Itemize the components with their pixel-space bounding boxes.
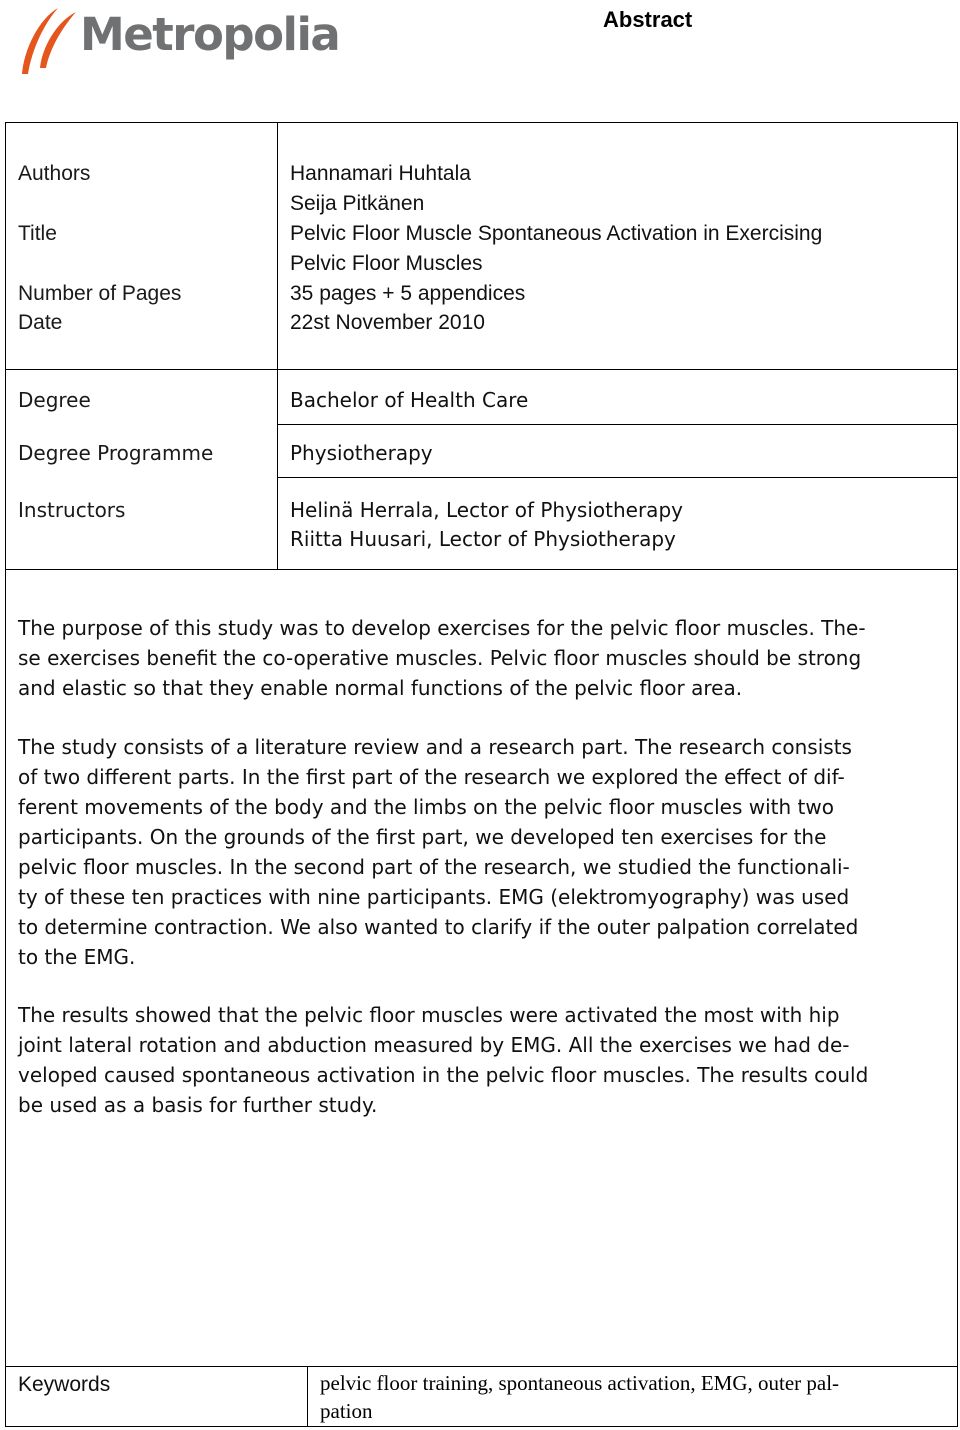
text-line: and elastic so that they enable normal functions of the pelvic floor area.: [18, 676, 743, 700]
text-line: be used as a basis for further study.: [18, 1093, 378, 1117]
thesis-title: Pelvic Floor Muscles: [290, 252, 483, 275]
programme-value: Physiotherapy: [290, 441, 433, 465]
section-divider: [5, 569, 958, 570]
keywords-column-divider: [307, 1366, 308, 1427]
date-value: 22st November 2010: [290, 311, 485, 334]
page-title: Abstract: [603, 7, 693, 32]
text-line: ty of these ten practices with nine participants. EMG (elektromyography) was used: [18, 885, 850, 909]
keywords-label: Keywords: [18, 1373, 111, 1396]
text-line: to the EMG.: [18, 945, 136, 969]
row-divider: [277, 477, 958, 478]
pages-value: 35 pages + 5 appendices: [290, 282, 526, 305]
date-label: Date: [18, 311, 63, 334]
text-line: se exercises benefit the co-operative muscles. Pelvic floor muscles should be strong: [18, 646, 862, 670]
keywords-line: pelvic floor training, spontaneous activation, EMG, outer pal-: [320, 1371, 840, 1395]
keywords-line: pation: [320, 1399, 373, 1423]
column-divider: [277, 122, 278, 569]
keywords-value: [320, 1369, 839, 1425]
instructor-name: Helinä Herrala, Lector of Physiotherapy: [290, 498, 683, 522]
instructor-name: Riitta Huusari, Lector of Physiotherapy: [290, 527, 676, 551]
title-label: Title: [18, 222, 57, 245]
thesis-title: Pelvic Floor Muscle Spontaneous Activation in Exercising: [290, 222, 823, 245]
degree-label: Degree: [18, 388, 91, 412]
row-divider: [277, 424, 958, 425]
text-line: to determine contraction. We also wanted to clarify if the outer palpation correlated: [18, 915, 859, 939]
text-line: ferent movements of the body and the limbs on the pelvic floor muscles with two: [18, 795, 834, 819]
instructors-label: Instructors: [18, 498, 126, 522]
abstract-paragraph: [18, 613, 948, 703]
abstract-paragraph: [18, 1000, 948, 1120]
text-line: The results showed that the pelvic floor muscles were activated the most with hip: [18, 1003, 840, 1027]
text-line: The purpose of this study was to develop exercises for the pelvic floor muscles. The-: [18, 616, 866, 640]
logo-wordmark: Metropolia: [80, 8, 340, 61]
degree-value: Bachelor of Health Care: [290, 388, 529, 412]
logo-swoosh-icon: [14, 4, 84, 80]
author-name: Hannamari Huhtala: [290, 162, 471, 185]
author-name: Seija Pitkänen: [290, 192, 425, 215]
text-line: pelvic floor muscles. In the second part of the research, we studied the functionali-: [18, 855, 850, 879]
text-line: veloped caused spontaneous activation in the pelvic floor muscles. The results could: [18, 1063, 869, 1087]
metropolia-logo: [14, 4, 354, 80]
programme-label: Degree Programme: [18, 441, 214, 465]
abstract-paragraph: [18, 732, 948, 972]
authors-label: Authors: [18, 162, 91, 185]
keywords-divider: [5, 1366, 958, 1367]
text-line: participants. On the grounds of the first part, we developed ten exercises for the: [18, 825, 827, 849]
text-line: The study consists of a literature review and a research part. The research consists: [18, 735, 852, 759]
text-line: of two different parts. In the first part of the research we explored the effect of dif-: [18, 765, 845, 789]
section-divider: [5, 369, 958, 370]
pages-label: Number of Pages: [18, 282, 182, 305]
text-line: joint lateral rotation and abduction measured by EMG. All the exercises we had de-: [18, 1033, 850, 1057]
